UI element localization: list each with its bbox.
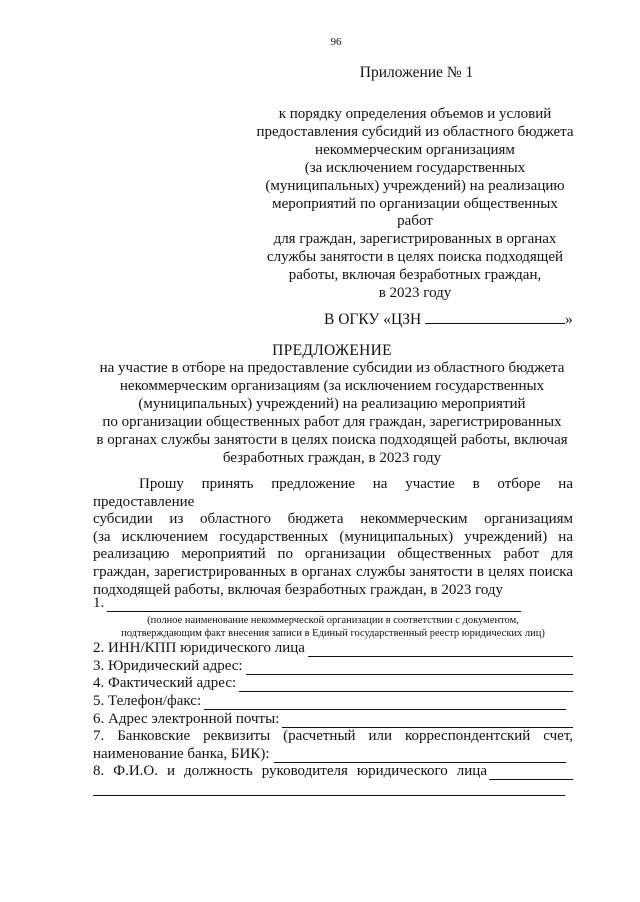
field-head-name-position-blank[interactable] <box>489 766 573 780</box>
request-paragraph <box>93 476 573 599</box>
appendix-line: для граждан, зарегистрированных в органах <box>273 231 557 248</box>
appendix-line: некоммерческим организациям <box>315 141 515 158</box>
field-actual-address-label: 4. Фактический адрес: <box>93 675 237 692</box>
field-head-name-position-blank-2[interactable] <box>93 780 565 796</box>
body-line: Прошу принять предложение на участие в отборе на предоставление <box>93 476 573 510</box>
document-subtitle-line: в органах службы занятости в целях поиска подходящей работы, включая <box>96 431 568 448</box>
document-subtitle <box>82 360 582 467</box>
document-title: ПРЕДЛОЖЕНИЕ <box>272 342 392 359</box>
appendix-line: (за исключением государственных <box>304 159 526 176</box>
field-bank-details-label2: наименование банка, БИК): <box>93 745 270 762</box>
appendix-line: (муниципальных) учреждений) на реализацию <box>265 177 565 194</box>
field-head-name-position <box>93 763 573 781</box>
field-inn-kpp <box>93 640 573 658</box>
appendix-line: к порядку определения объемов и условий <box>278 106 552 122</box>
field-actual-address <box>93 675 573 693</box>
field-actual-address-blank[interactable] <box>239 678 573 692</box>
field-org-name-note <box>93 614 573 640</box>
field-org-name-label: 1. <box>93 594 105 611</box>
field-email <box>93 710 573 728</box>
body-line: субсидии из областного бюджета некоммерческим организациям <box>93 511 573 528</box>
field-email-blank[interactable] <box>282 714 573 728</box>
field-note-line: (полное наименование некоммерческой организации в соответствии с документом, <box>147 614 519 626</box>
field-inn-kpp-label: 2. ИНН/КПП юридического лица <box>93 640 305 657</box>
body-line: подходящей работы, включая безработных граждан, в 2023 году <box>93 581 504 598</box>
form-fields <box>93 594 573 796</box>
appendix-line: службы занятости в целях поиска подходящей <box>266 249 564 266</box>
field-bank-details-blank[interactable] <box>274 749 566 763</box>
body-line: граждан, зарегистрированных в органах службы занятости в целях поиска <box>93 563 573 580</box>
field-bank-details-label: 7. Банковские реквизиты (расчетный или корреспондентский счет, <box>93 727 573 744</box>
document-subtitle-line: на участие в отборе на предоставление субсидии из областного бюджета <box>99 360 565 376</box>
addressee-suffix: » <box>565 311 573 328</box>
appendix-line: работы, включая безработных граждан, <box>288 267 542 284</box>
field-head-name-position-label: 8. Ф.И.О. и должность руководителя юридического лица <box>93 763 487 780</box>
field-bank-details <box>93 745 573 763</box>
field-legal-address-blank[interactable] <box>246 661 573 675</box>
field-email-label: 6. Адрес электронной почты: <box>93 710 280 727</box>
field-note-line: подтверждающим факт внесения записи в Единый государственный реестр юридических лиц) <box>121 627 545 639</box>
field-phone-fax-blank[interactable] <box>204 696 566 710</box>
field-phone-fax <box>93 692 573 710</box>
field-inn-kpp-blank[interactable] <box>308 643 573 657</box>
page-number: 96 <box>330 36 342 48</box>
field-phone-fax-label: 5. Телефон/факс: <box>93 692 202 709</box>
appendix-title: Приложение № 1 <box>359 64 474 81</box>
field-legal-address-label: 3. Юридический адрес: <box>93 657 243 674</box>
body-line: (за исключением государственных (муниципальных) учреждений) на <box>93 528 573 545</box>
appendix-line: предоставления субсидий из областного бюджета <box>256 123 574 140</box>
document-subtitle-line: некоммерческим организациям (за исключением государственных <box>119 377 545 394</box>
field-org-name-blank[interactable] <box>107 598 521 612</box>
body-line: реализацию мероприятий по организации общественных работ для <box>93 546 573 563</box>
field-org-name <box>93 594 573 612</box>
field-legal-address <box>93 657 573 675</box>
document-subtitle-line: безработных граждан, в 2023 году <box>222 449 442 466</box>
appendix-subtitle <box>255 106 575 303</box>
document-subtitle-line: (муниципальных) учреждений) на реализацию мероприятий <box>138 395 526 412</box>
appendix-line: в 2023 году <box>378 285 452 302</box>
addressee-prefix: В ОГКУ «ЦЗН <box>324 311 422 328</box>
addressee-blank[interactable] <box>425 311 565 324</box>
appendix-line: мероприятий по организации общественных работ <box>272 195 558 230</box>
document-subtitle-line: по организации общественных работ для граждан, зарегистрированных <box>102 413 562 430</box>
addressee <box>324 311 580 329</box>
